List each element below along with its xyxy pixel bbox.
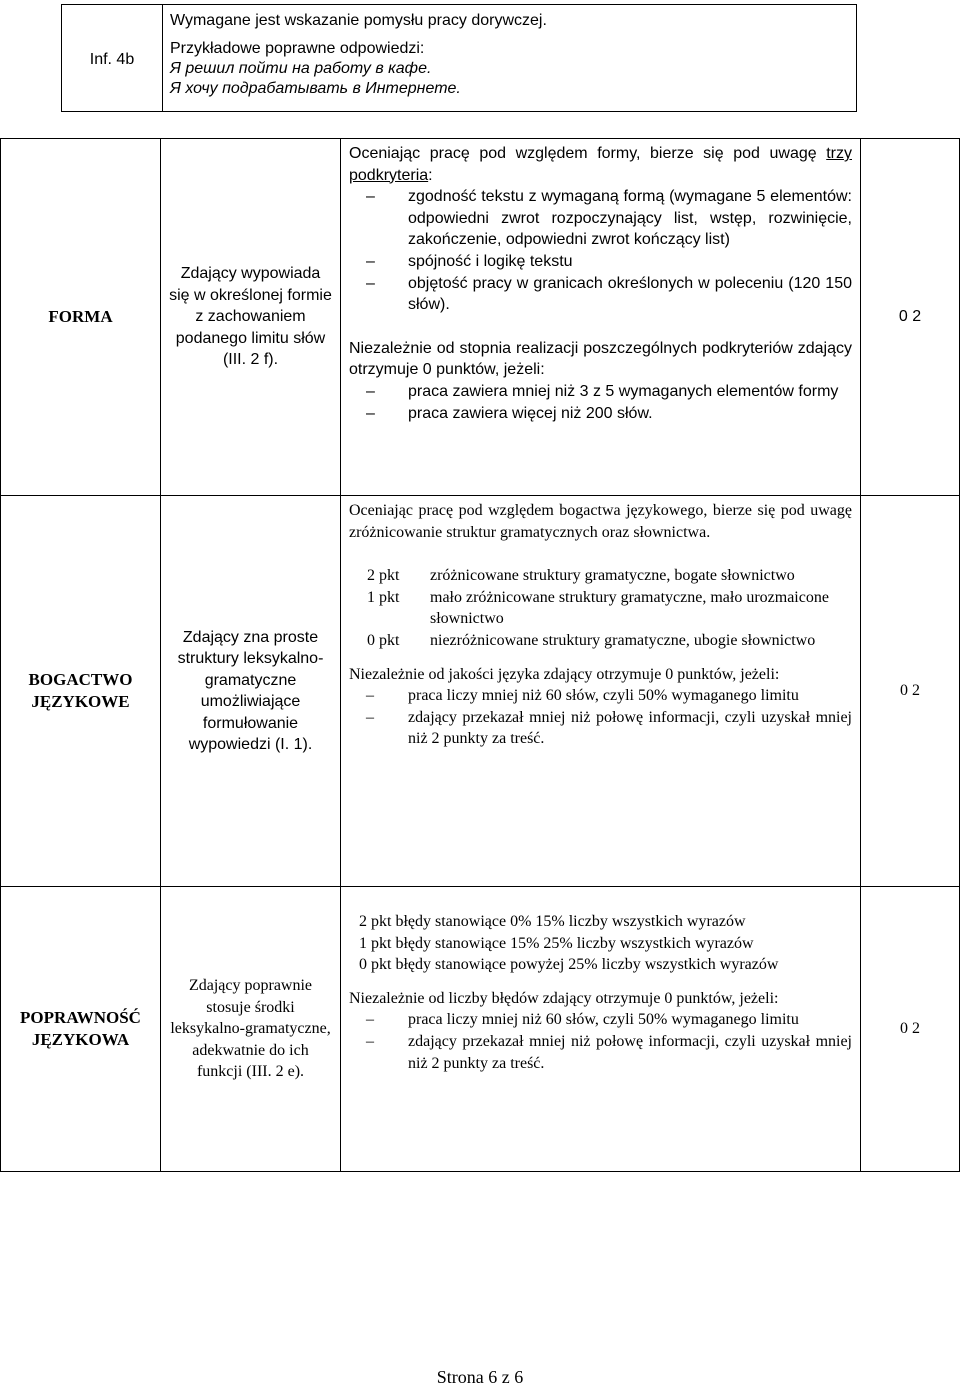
zero-points-note: Niezależnie od stopnia realizacji poszczególnych podkryteriów zdający otrzymuje 0 punktów, jeżeli: xyxy=(349,339,852,379)
list-item: – zgodność tekstu z wymaganą formą (wymagane 5 elementów: odpowiedni zwrot rozpoczynający list, wstęp, rozwinięcie, zakończenie, odpowiedni zwrot kończący list) xyxy=(408,186,852,251)
score-range: 0 2 xyxy=(900,1020,920,1037)
criteria-row-poprawnosc xyxy=(1,886,959,1171)
list-item: – zdający przekazał mniej niż połowę informacji, czyli uzyskał mniej niż 2 punkty za treść. xyxy=(408,1031,852,1074)
required-note: Wymagane jest wskazanie pomysłu pracy dorywczej. xyxy=(170,12,547,29)
points-row: 1 pkt błędy stanowiące 15% 25% liczby wszystkich wyrazów xyxy=(359,934,754,952)
criterion-description: Zdający zna proste struktury leksykalno-gramatyczne umożliwiające formułowanie wypowiedzi (I. 1). xyxy=(161,496,341,886)
list-item: – praca zawiera mniej niż 3 z 5 wymaganych elementów formy xyxy=(408,381,852,403)
example-answer: Я решил пойти на работу в кафе. xyxy=(170,60,432,77)
list-item: – praca zawiera więcej niż 200 słów. xyxy=(408,403,852,425)
zero-points-note: Niezależnie od jakości języka zdający otrzymuje 0 punktów, jeżeli: xyxy=(349,665,780,683)
criterion-description: Zdający poprawnie stosuje środki leksykalno-gramatyczne, adekwatnie do ich funkcji (III. 2 e). xyxy=(161,887,341,1171)
points-row: 2 pkt błędy stanowiące 0% 15% liczby wszystkich wyrazów xyxy=(359,913,746,930)
score-range: 0 2 xyxy=(900,682,920,699)
page-number: Strona 6 z 6 xyxy=(436,1367,524,1387)
score-range: 0 2 xyxy=(898,308,922,325)
criteria-row-bogactwo xyxy=(1,495,959,886)
info-label-cell xyxy=(62,5,163,111)
info-label: Inf. 4b xyxy=(89,51,135,68)
criterion-intro: Oceniając pracę pod względem bogactwa językowego, bierze się pod uwagę zróżnicowanie struktur gramatycznych oraz słownictwa. xyxy=(349,502,852,541)
zero-points-list xyxy=(349,381,852,424)
points-row: 1 pkt mało zróżnicowane struktury gramatyczne, mało urozmaicone słownictwo xyxy=(367,588,829,628)
examples-title: Przykładowe poprawne odpowiedzi: xyxy=(170,40,425,57)
points-row: 2 pkt zróżnicowane struktury gramatyczne, bogate słownictwo xyxy=(367,567,795,585)
points-scale xyxy=(349,565,852,651)
list-item: – praca liczy mniej niż 60 słów, czyli 50% wymaganego limitu xyxy=(408,685,852,707)
list-item: – spójność i logikę tekstu xyxy=(408,251,852,273)
zero-points-list xyxy=(349,1009,852,1074)
criterion-label: BOGACTWO JĘZYKOWE xyxy=(1,496,161,886)
list-item: – praca liczy mniej niż 60 słów, czyli 50% wymaganego limitu xyxy=(408,1009,852,1031)
criterion-details xyxy=(341,496,861,886)
points-row: 0 pkt błędy stanowiące powyżej 25% liczby wszystkich wyrazów xyxy=(359,956,779,974)
points-scale xyxy=(349,911,852,976)
criterion-description: Zdający wypowiada się w określonej formie z zachowaniem podanego limitu słów (III. 2 f). xyxy=(161,139,341,495)
criterion-intro: Oceniając pracę pod względem formy, bierze się pod uwagę trzy podkryteria: xyxy=(349,145,852,184)
criterion-details xyxy=(341,139,861,495)
top-info-table xyxy=(61,4,857,112)
zero-points-list xyxy=(349,685,852,750)
criterion-details xyxy=(341,887,861,1171)
info-content-cell xyxy=(170,11,850,99)
criterion-label: POPRAWNOŚĆ JĘZYKOWA xyxy=(1,887,161,1171)
criteria-table xyxy=(0,138,960,1172)
example-answer: Я хочу подрабатывать в Интернете. xyxy=(170,80,461,97)
criterion-label: FORMA xyxy=(1,139,161,495)
list-item: – zdający przekazał mniej niż połowę informacji, czyli uzyskał mniej niż 2 punkty za treść. xyxy=(408,707,852,750)
subcriteria-list xyxy=(349,186,852,316)
zero-points-note: Niezależnie od liczby błędów zdający otrzymuje 0 punktów, jeżeli: xyxy=(349,989,779,1007)
list-item: – objętość pracy w granicach określonych w poleceniu (120 150 słów). xyxy=(408,273,852,316)
points-row: 0 pkt niezróżnicowane struktury gramatyczne, ubogie słownictwo xyxy=(367,631,816,649)
criteria-row-forma xyxy=(1,139,959,495)
